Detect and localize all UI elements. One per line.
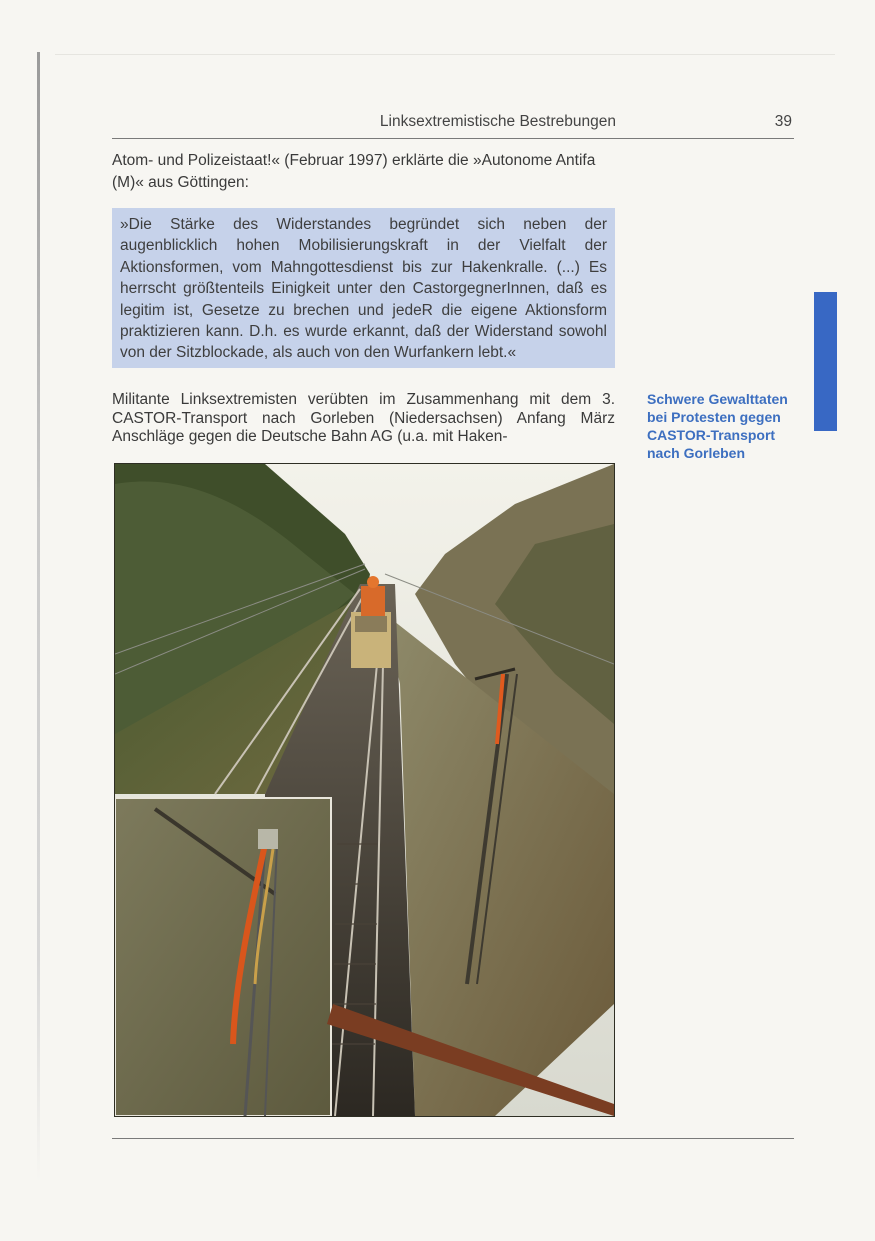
running-header (112, 113, 794, 135)
railway-photo-illustration (115, 464, 614, 1116)
running-title: Linksextremistische Bestrebungen (379, 113, 616, 130)
page-top-edge (55, 54, 835, 55)
intro-paragraph: Atom- und Polizeistaat!« (Februar 1997) erklärte die »Autonome Antifa (M)« aus Göttingen: (112, 152, 596, 191)
header-rule (112, 138, 794, 139)
page-edge-shadow (37, 52, 40, 1182)
margin-note: Schwere Gewalttaten bei Protesten gegen CASTOR-Transport nach Gorleben (647, 391, 788, 461)
footer-rule (112, 1138, 794, 1139)
section-tab-marker (814, 292, 837, 431)
railway-photo (114, 463, 615, 1117)
body-paragraph: Militante Linksextremisten verübten im Zusammenhang mit dem 3. CASTOR-Transport nach Gorleben (Niedersachsen) Anfang März Anschläge gegen die Deutsche Bahn AG (u.a. mit Haken- (112, 391, 615, 445)
quote-text: »Die Stärke des Widerstandes begründet sich neben der augenblicklich hohen Mobilisierungskraft in der Vielfalt der Aktionsformen, vom Mahngottesdienst bis zur Hakenkralle. (...) Es herrscht größtenteils Einigkeit unter den CastorgegnerInnen, daß es legitim ist, Gesetze zu brechen und jedeR die eigene Aktionsform praktizieren kann. D.h. es wurde erkannt, daß der Widerstand sowohl von der Sitzblockade, als auch von den Wurfankern lebt.« (120, 216, 607, 362)
page-number: 39 (774, 113, 792, 130)
quote-box (112, 208, 615, 368)
